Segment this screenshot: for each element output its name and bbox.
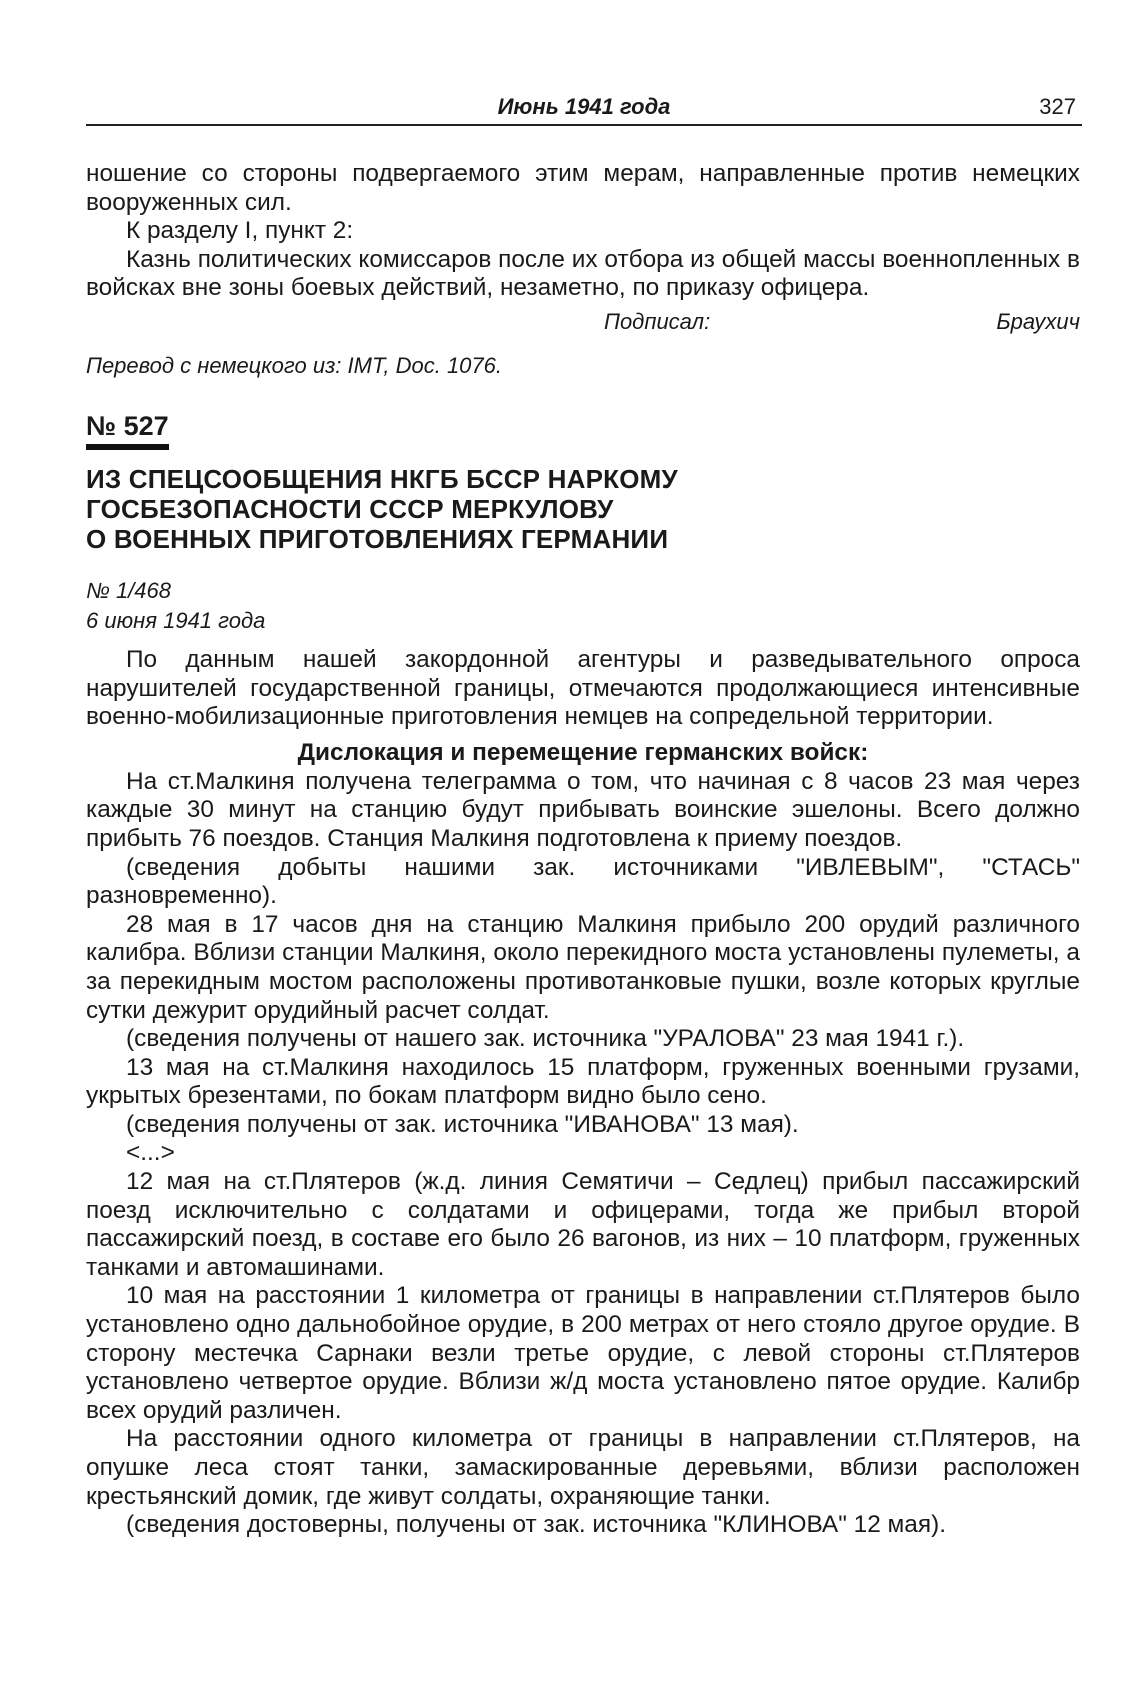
section-heading: Дислокация и перемещение германских войск: [297, 738, 869, 766]
omission-mark: <...> [126, 1139, 175, 1167]
intro-paragraph: По данным нашей закордонной агентуры и разведывательного опроса нарушителей государственной границы, отмечаются продолжающиеся интенсивные военно-мобилизационные приготовления немцев на сопредельной территории. [86, 645, 1080, 731]
body-text [86, 160, 1080, 1540]
document-title-line: ИЗ СПЕЦСООБЩЕНИЯ НКГБ БССР НАРКОМУ [86, 463, 678, 494]
signature-row [86, 309, 1080, 339]
body-paragraph: (сведения достоверны, получены от зак. источника "КЛИНОВА" 12 мая). [126, 1511, 946, 1539]
document-date: 6 июня 1941 года [86, 607, 266, 633]
body-paragraph: (сведения получены от зак. источника "ИВАНОВА" 13 мая). [126, 1110, 799, 1138]
document-title-line: О ВОЕННЫХ ПРИГОТОВЛЕНИЯХ ГЕРМАНИИ [86, 523, 669, 554]
page-header [86, 92, 1082, 126]
prev-doc-paragraph: К разделу I, пункт 2: [126, 217, 354, 245]
body-paragraph: 28 мая в 17 часов дня на станцию Малкиня прибыло 200 орудий различного калибра. Вблизи станции Малкиня, около перекидного моста установлены пулеметы, а за перекидным мостом расположены противотанковые пушки, возле которых круглые сутки дежурит орудийный расчет солдат. [86, 910, 1080, 1024]
body-paragraph: На расстоянии одного километра от границы в направлении ст.Плятеров, на опушке леса стоят танки, замаскированные деревьями, вблизи расположен крестьянский домик, где живут солдаты, охраняющие танки. [86, 1425, 1080, 1510]
body-paragraph: 10 мая на расстоянии 1 километра от границы в направлении ст.Плятеров было установлено одно дальнобойное орудие, в 200 метрах от него стояло другое орудие. В сторону местечка Сарнаки везли третье орудие, с левой стороны ст.Плятеров установлено четвертое орудие. Вблизи ж/д моста установлено пятое орудие. Калибр всех орудий различен. [86, 1282, 1080, 1424]
document-number: № 527 [86, 411, 169, 450]
document-title-line: ГОСБЕЗОПАСНОСТИ СССР МЕРКУЛОВУ [86, 493, 614, 524]
running-title: Июнь 1941 года [497, 94, 671, 119]
source-note: Перевод с немецкого из: IMT, Doc. 1076. [86, 352, 503, 378]
signed-label: Подписал: [604, 308, 711, 334]
body-paragraph: 12 мая на ст.Плятеров (ж.д. линия Семятичи – Седлец) прибыл пассажирский поезд исключительно с солдатами и офицерами, тогда же прибыл второй пассажирский поезд, в составе его было 26 вагонов, из них – 10 платформ, груженных танками и автомашинами. [86, 1168, 1080, 1281]
body-paragraph: (сведения добыты нашими зак. источниками "ИВЛЕВЫМ", "СТАСЬ" разновременно). [86, 853, 1080, 910]
body-paragraph: (сведения получены от нашего зак. источника "УРАЛОВА" 23 мая 1941 г.). [126, 1025, 965, 1053]
registration-number: № 1/468 [86, 577, 171, 603]
body-paragraph: На ст.Малкиня получена телеграмма о том, что начиная с 8 часов 23 мая через каждые 30 минут на станцию будут прибывать воинские эшелоны. Всего должно прибыть 76 поездов. Станция Малкиня подготовлена к приему поездов. [86, 767, 1080, 852]
signed-name: Браухич [996, 308, 1080, 334]
document-title [86, 464, 1080, 554]
body-paragraph: 13 мая на ст.Малкиня находилось 15 платформ, груженных военными грузами, укрытых брезентами, по бокам платформ видно было сено. [86, 1053, 1080, 1110]
page-number: 327 [1039, 94, 1076, 119]
prev-doc-paragraph: Казнь политических комиссаров после их отбора из общей массы военнопленных в войсках вне зоны боевых действий, незаметно, по приказу офицера. [86, 245, 1080, 302]
prev-doc-paragraph: ношение со стороны подвергаемого этим мерам, направленные против немецких вооруженных сил. [86, 160, 1080, 216]
document-meta [86, 576, 1080, 636]
